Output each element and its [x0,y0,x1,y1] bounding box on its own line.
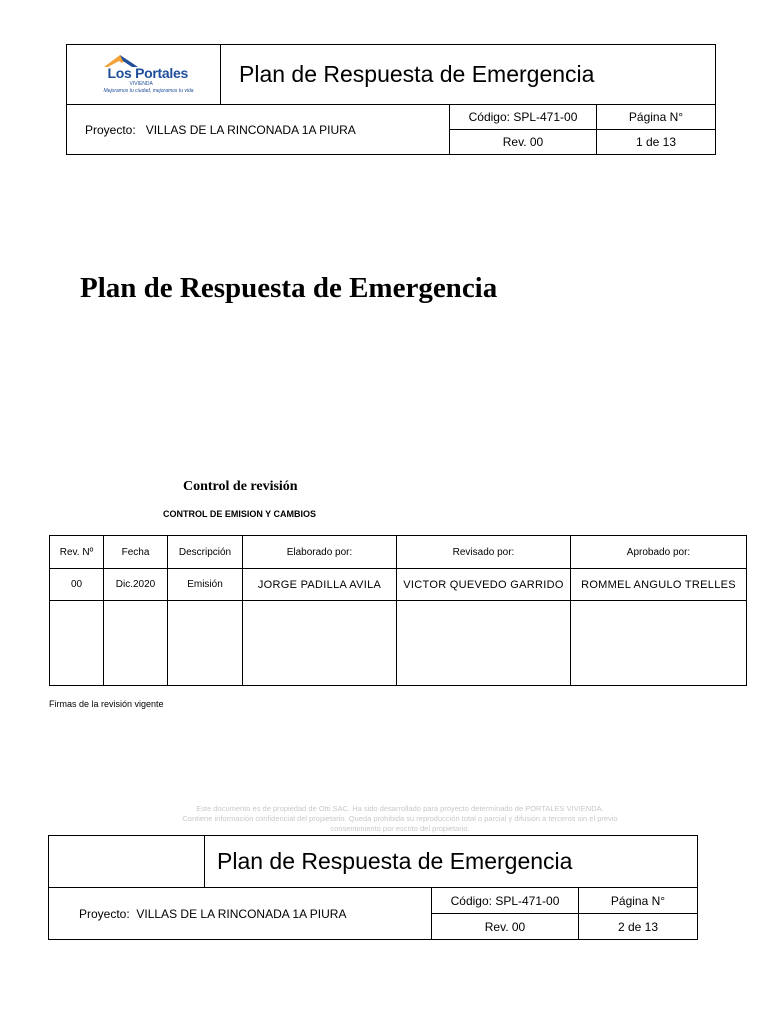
rev-cell: Rev. 00 [432,914,579,940]
cell-aprobado: ROMMEL ANGULO TRELLES [571,569,747,601]
main-title: Plan de Respuesta de Emergencia [80,272,498,304]
header-revisado: Revisado por: [397,536,571,569]
logo-brand: Los Portales [107,64,188,81]
cell-revisado: VICTOR QUEVEDO GARRIDO [397,569,571,601]
signature-cell [104,601,168,686]
revision-table [49,535,747,686]
project-label: Proyecto: [79,906,130,921]
page-label-cell: Página N° [597,105,716,130]
project-name: VILLAS DE LA RINCONADA 1A PIURA [145,122,356,137]
header-fecha: Fecha [104,536,168,569]
signature-cell [397,601,571,686]
signature-cell [50,601,104,686]
header-rev: Rev. Nº [50,536,104,569]
disclaimer-line: consentimiento por escrito del propietario. [330,824,470,833]
signature-cell [243,601,397,686]
cell-fecha: Dic.2020 [104,569,168,601]
document-header [66,44,716,155]
cell-elaborado: JORGE PADILLA AVILA [243,569,397,601]
control-subtitle: CONTROL DE EMISION Y CAMBIOS [163,509,317,519]
page-value-cell: 1 de 13 [597,130,716,155]
los-portales-logo [84,51,204,99]
disclaimer [130,804,670,834]
table-row [50,569,747,601]
code-cell: Código: SPL-471-00 [432,888,579,914]
header-aprobado: Aprobado por: [571,536,747,569]
header-descripcion: Descripción [168,536,243,569]
logo-sub: VIVIENDA [129,80,153,87]
logo-cell [67,45,221,105]
document-header-page-2 [48,835,698,940]
cell-descripcion: Emisión [168,569,243,601]
signature-row [50,601,747,686]
disclaimer-line: Este documento es de propiedad de Otti SAC. Ha sido desarrollado para proyecto determinado de PORTALES VIVIENDA. [196,804,604,813]
signature-cell [571,601,747,686]
firmas-note: Firmas de la revisión vigente [49,699,164,709]
page-value-cell: 2 de 13 [579,914,698,940]
disclaimer-line: Contiene información confidencial del propietario. Queda prohibida su reproducción total o parcial y difusión a terceros sin el previo [182,814,618,823]
logo-cell-empty [49,836,205,888]
logo-tagline: Mejoramos tu ciudad, mejoramos tu vida [103,87,194,94]
project-label: Proyecto: [85,122,136,137]
header-elaborado: Elaborado por: [243,536,397,569]
control-title: Control de revisión [183,479,298,494]
rev-cell: Rev. 00 [450,130,597,155]
header-title: Plan de Respuesta de Emergencia [205,836,698,888]
cell-rev: 00 [50,569,104,601]
code-cell: Código: SPL-471-00 [450,105,597,130]
project-cell [67,105,450,155]
project-cell [49,888,432,940]
project-name: VILLAS DE LA RINCONADA 1A PIURA [136,906,347,921]
signature-cell [168,601,243,686]
header-title: Plan de Respuesta de Emergencia [221,45,716,105]
table-header-row [50,536,747,569]
page-label-cell: Página N° [579,888,698,914]
